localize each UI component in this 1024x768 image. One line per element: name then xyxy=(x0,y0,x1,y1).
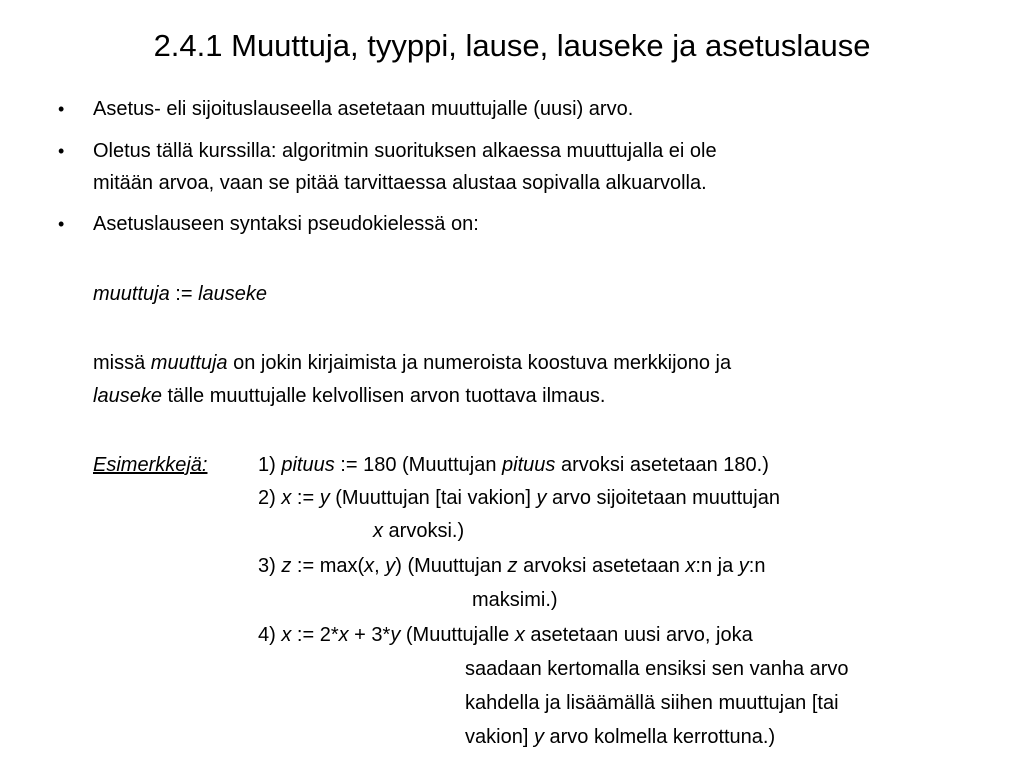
example-text: asetetaan uusi arvo, joka xyxy=(524,624,753,646)
example-text: arvo kolmella kerrottuna.) xyxy=(543,726,776,748)
example-text: arvoksi.) xyxy=(383,520,465,542)
example-text: + 3* xyxy=(348,624,391,646)
bullet-marker: • xyxy=(58,99,65,119)
syntax-var: muuttuja xyxy=(93,283,170,305)
example-var: y xyxy=(385,555,396,577)
bullet-2-line-1: Oletus tällä kurssilla: algoritmin suorituksen alkaessa muuttujalla ei ole xyxy=(93,140,717,162)
syntax-op: := xyxy=(169,283,199,305)
example-text: := 180 (Muuttujan xyxy=(334,454,503,476)
example-text: :n ja xyxy=(695,555,739,577)
bullet-3-line-1: Asetuslauseen syntaksi pseudokielessä on: xyxy=(93,213,479,235)
examples-label xyxy=(93,452,207,478)
example-3-line-1 xyxy=(258,553,765,579)
example-text: arvoksi asetetaan xyxy=(517,555,686,577)
example-var: x xyxy=(514,624,525,646)
example-text: arvo sijoitetaan muuttujan xyxy=(546,487,780,509)
syntax-line xyxy=(93,281,267,307)
example-3-line-2: maksimi.) xyxy=(472,589,558,611)
bullet-1-line-1: Asetus- eli sijoituslauseella asetetaan muuttujalle (uusi) arvo. xyxy=(93,98,634,120)
example-text: , xyxy=(374,555,386,577)
description-line-1 xyxy=(93,350,731,376)
example-number: 2) xyxy=(258,487,282,509)
example-text: vakion] xyxy=(465,726,534,748)
example-var: x xyxy=(281,624,292,646)
example-number: 3) xyxy=(258,555,282,577)
example-text: (Muuttujalle xyxy=(400,624,515,646)
example-var: x xyxy=(373,520,383,542)
example-number: 1) xyxy=(258,454,282,476)
example-var: y xyxy=(536,487,547,509)
example-4-line-4 xyxy=(465,724,775,750)
example-text: ) (Muuttujan xyxy=(395,555,508,577)
example-var: z xyxy=(281,555,292,577)
example-1-line-1 xyxy=(258,452,769,478)
syntax-expr: lauseke xyxy=(198,283,268,305)
examples-label-text: Esimerkkejä: xyxy=(93,454,208,476)
example-4-line-1 xyxy=(258,622,753,648)
example-4-line-2: saadaan kertomalla ensiksi sen vanha arvo xyxy=(465,658,849,680)
bullet-marker: • xyxy=(58,141,65,161)
example-var: x xyxy=(281,487,292,509)
description-line-2 xyxy=(93,383,606,409)
example-2-line-2 xyxy=(373,518,464,544)
example-var: y xyxy=(319,487,330,509)
slide-title: 2.4.1 Muuttuja, tyyppi, lause, lauseke ja asetuslause xyxy=(153,28,871,63)
description-expr: lauseke xyxy=(93,385,162,407)
example-text: := xyxy=(291,487,320,509)
example-text: := max( xyxy=(291,555,365,577)
example-var: pituus xyxy=(502,454,556,476)
example-var: x xyxy=(364,555,375,577)
example-var: x xyxy=(338,624,349,646)
example-var: z xyxy=(507,555,518,577)
description-text: missä xyxy=(93,352,151,374)
bullet-2-line-2: mitään arvoa, vaan se pitää tarvittaessa alustaa sopivalla alkuarvolla. xyxy=(93,172,707,194)
example-2-line-1 xyxy=(258,485,780,511)
example-number: 4) xyxy=(258,624,282,646)
example-text: arvoksi asetetaan 180.) xyxy=(555,454,769,476)
example-text: :n xyxy=(748,555,766,577)
example-text: := 2* xyxy=(291,624,339,646)
description-text: on jokin kirjaimista ja numeroista koostuva merkkijono ja xyxy=(227,352,732,374)
example-4-line-3: kahdella ja lisäämällä siihen muuttujan [tai xyxy=(465,692,839,714)
example-var: y xyxy=(738,555,749,577)
example-var: pituus xyxy=(281,454,335,476)
description-var: muuttuja xyxy=(150,352,228,374)
example-text: (Muuttujan [tai vakion] xyxy=(329,487,537,509)
example-var: x xyxy=(685,555,696,577)
bullet-marker: • xyxy=(58,214,65,234)
example-var: y xyxy=(390,624,401,646)
description-text: tälle muuttujalle kelvollisen arvon tuottava ilmaus. xyxy=(161,385,606,407)
example-var: y xyxy=(533,726,544,748)
